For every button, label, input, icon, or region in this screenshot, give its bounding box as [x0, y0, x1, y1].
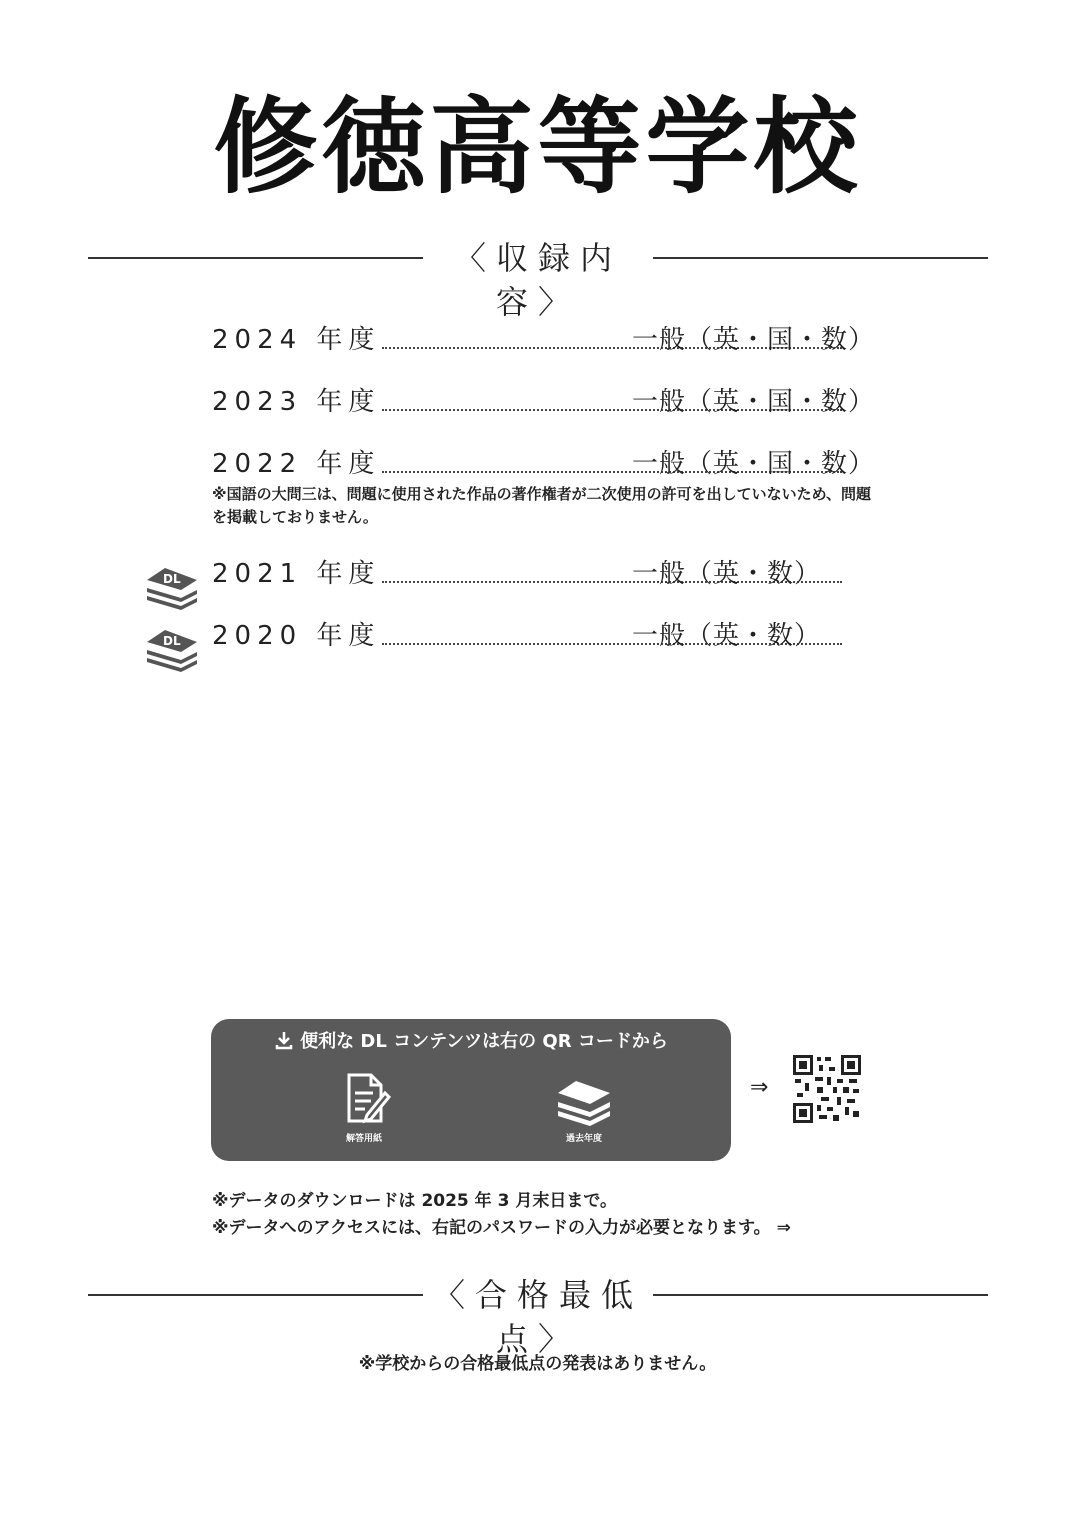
row-year: 2023 年度: [212, 387, 381, 417]
qr-code-icon[interactable]: [793, 1055, 861, 1123]
contents-row-2024: [212, 320, 876, 360]
dl-content-box: [211, 1019, 731, 1161]
note-2022-copyright: ※国語の大問三は、問題に使用された作品の著作権者が二次使用の許可を出していないため、問題を掲載しておりません。: [212, 485, 871, 526]
row-exam: 一般（英・国・数）: [632, 387, 876, 417]
dl-icon-text: DL: [163, 634, 181, 648]
min-score-note: ※学校からの合格最低点の発表はありません。: [358, 1354, 717, 1374]
dl-box-heading: [211, 1029, 731, 1055]
answer-sheet-icon: [337, 1071, 391, 1127]
dl-item-caption: 解答用紙: [345, 1134, 382, 1144]
row-exam: 一般（英・国・数）: [632, 449, 876, 479]
qr-arrow: ⇒: [750, 1075, 769, 1100]
books-icon: [554, 1071, 614, 1127]
divider-right: [653, 257, 988, 259]
row-exam: 一般（英・国・数）: [632, 325, 876, 355]
contents-section-label: 〈収録内容〉: [453, 239, 622, 321]
note-password: ※データへのアクセスには、右記のパスワードの入力が必要となります。 ⇒: [212, 1218, 791, 1238]
dl-books-icon: [141, 622, 201, 672]
dl-box-heading-text: 便利な DL コンテンツは右の QR コードから: [300, 1031, 668, 1052]
row-year: 2022 年度: [212, 449, 381, 479]
divider-right: [653, 1294, 988, 1296]
min-score-section-label: 〈合格最低点〉: [432, 1276, 643, 1358]
row-exam: 一般（英・数）: [632, 621, 822, 651]
note-download-deadline: ※データのダウンロードは 2025 年 3 月末日まで。: [212, 1191, 618, 1211]
dl-icon-text: DL: [163, 572, 181, 586]
row-year: 2020 年度: [212, 621, 381, 651]
row-year: 2021 年度: [212, 559, 381, 589]
contents-row-2021: [212, 554, 872, 594]
min-score-section-header: [88, 1273, 988, 1358]
dl-item-caption: 過去年度: [565, 1134, 602, 1144]
contents-section-header: [88, 236, 988, 321]
dl-item-answer-sheet: [304, 1071, 424, 1145]
dl-books-icon: [141, 560, 201, 610]
contents-row-2023: [212, 382, 876, 422]
row-year: 2024 年度: [212, 325, 381, 355]
school-title: 修徳高等学校: [213, 86, 862, 208]
download-notes: [212, 1188, 912, 1242]
dl-item-past-years: [524, 1071, 644, 1145]
contents-row-2020: [212, 616, 872, 656]
download-icon: [274, 1030, 294, 1050]
contents-row-2022: [212, 444, 876, 484]
divider-left: [88, 257, 423, 259]
row-exam: 一般（英・数）: [632, 559, 822, 589]
divider-left: [88, 1294, 423, 1296]
